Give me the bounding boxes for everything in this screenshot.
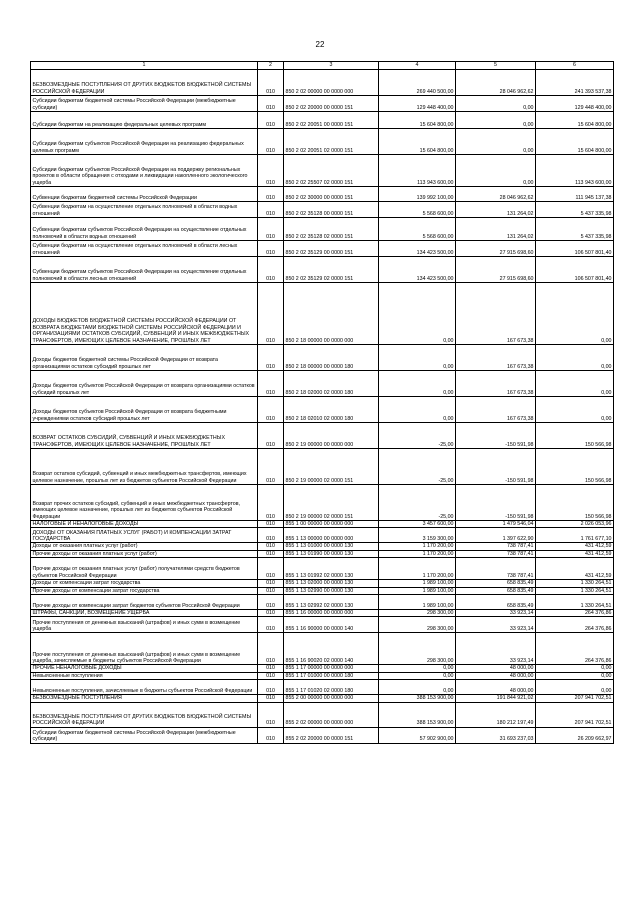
table-body [31, 70, 614, 744]
row-name: Доходы бюджетов бюджетной системы Российской Федерации от возврата организациями остатков субсидий прошлых лет [31, 345, 258, 371]
row-code: 010 [258, 187, 284, 202]
row-code: 010 [258, 485, 284, 521]
row-code: 010 [258, 96, 284, 112]
row-plan-amount: 15 604 800,00 [379, 112, 456, 129]
row-executed-amount: 0,00 [456, 155, 536, 187]
row-name: Доходы бюджетов субъектов Российской Федерации от возврата бюджетными учреждениями остатков субсидий прошлых лет [31, 397, 258, 423]
table-row [31, 257, 614, 283]
row-remaining-amount: 1 330 264,51 [536, 580, 614, 587]
row-plan-amount: 0,00 [379, 345, 456, 371]
row-code: 010 [258, 633, 284, 665]
row-code: 010 [258, 155, 284, 187]
row-name: Доходы от компенсации затрат государства [31, 580, 258, 587]
table-row [31, 587, 614, 594]
row-name: Возврат прочих остатков субсидий, субвенций и иных межбюджетных трансфертов, имеющих целевое назначение, прошлых лет из бюджетов субъектов Российской Федерации [31, 485, 258, 521]
row-remaining-amount: 264 376,86 [536, 617, 614, 633]
row-kbk: 855 1 13 01000 00 0000 130 [284, 543, 379, 550]
row-kbk: 850 2 02 00000 00 0000 000 [284, 70, 379, 96]
row-executed-amount: -150 591,98 [456, 485, 536, 521]
row-name: Доходы бюджетов субъектов Российской Федерации от возврата организациями остатков субсидий прошлых лет [31, 371, 258, 397]
row-remaining-amount: 264 376,86 [536, 610, 614, 617]
row-kbk: 855 1 16 90000 00 0000 140 [284, 617, 379, 633]
row-code: 010 [258, 345, 284, 371]
row-code: 010 [258, 283, 284, 345]
row-name: БЕЗВОЗМЕЗДНЫЕ ПОСТУПЛЕНИЯ ОТ ДРУГИХ БЮДЖЕТОВ БЮДЖЕТНОЙ СИСТЕМЫ РОССИЙСКОЙ ФЕДЕРАЦИИ [31, 70, 258, 96]
row-executed-amount: 33 923,14 [456, 617, 536, 633]
row-plan-amount: 113 943 600,00 [379, 155, 456, 187]
row-executed-amount: 33 923,14 [456, 633, 536, 665]
row-plan-amount: 134 423 500,00 [379, 257, 456, 283]
row-kbk: 855 1 13 02990 00 0000 130 [284, 587, 379, 594]
row-executed-amount: 738 787,41 [456, 543, 536, 550]
row-executed-amount: 48 000,00 [456, 672, 536, 679]
row-kbk: 855 1 16 00000 00 0000 000 [284, 610, 379, 617]
row-name: Субсидии бюджетам субъектов Российской Федерации на поддержку региональных проектов в области обращения с отходами и ликвидации накопленного экологического ущерба [31, 155, 258, 187]
row-executed-amount: 191 844 921,02 [456, 695, 536, 702]
row-kbk: 850 2 02 35129 00 0000 151 [284, 241, 379, 257]
column-header: 1 [31, 62, 258, 70]
row-plan-amount: 5 568 600,00 [379, 202, 456, 218]
table-row [31, 112, 614, 129]
row-executed-amount: 658 835,49 [456, 580, 536, 587]
row-code: 010 [258, 610, 284, 617]
row-code: 010 [258, 595, 284, 610]
row-executed-amount: 131 264,02 [456, 218, 536, 241]
row-remaining-amount: 106 507 801,40 [536, 257, 614, 283]
row-executed-amount: 27 915 698,60 [456, 241, 536, 257]
row-kbk: 855 1 13 01992 02 0000 130 [284, 558, 379, 580]
row-code: 010 [258, 695, 284, 702]
table-row [31, 96, 614, 112]
table-row [31, 202, 614, 218]
row-remaining-amount: 264 376,86 [536, 633, 614, 665]
row-plan-amount: 129 448 400,00 [379, 96, 456, 112]
row-remaining-amount: 0,00 [536, 672, 614, 679]
row-kbk: 855 1 16 90020 02 0000 140 [284, 633, 379, 665]
row-remaining-amount: 0,00 [536, 345, 614, 371]
row-code: 010 [258, 543, 284, 550]
row-remaining-amount: 1 330 264,51 [536, 595, 614, 610]
row-code: 010 [258, 371, 284, 397]
row-code: 010 [258, 70, 284, 96]
row-name: Возврат остатков субсидий, субвенций и иных межбюджетных трансфертов, имеющих целевое назначение, прошлых лет из бюджетов субъектов Российской Федерации [31, 449, 258, 485]
row-kbk: 850 2 18 00000 00 0000 000 [284, 283, 379, 345]
row-remaining-amount: 5 437 335,98 [536, 218, 614, 241]
row-kbk: 855 1 13 01990 00 0000 130 [284, 550, 379, 557]
row-executed-amount: 658 835,49 [456, 595, 536, 610]
row-executed-amount: 131 264,02 [456, 202, 536, 218]
row-name: Субсидии бюджетам субъектов Российской Федерации на реализацию федеральных целевых программ [31, 129, 258, 155]
table-row [31, 129, 614, 155]
row-kbk: 850 2 02 35128 02 0000 151 [284, 218, 379, 241]
row-remaining-amount: 15 604 800,00 [536, 129, 614, 155]
row-plan-amount: 139 992 100,00 [379, 187, 456, 202]
row-name: Невыясненные поступления, зачисляемые в бюджеты субъектов Российской Федерации [31, 680, 258, 695]
table-row [31, 283, 614, 345]
row-executed-amount: 1 397 622,90 [456, 528, 536, 543]
row-code: 010 [258, 257, 284, 283]
row-code: 010 [258, 558, 284, 580]
row-name: Субвенции бюджетам на осуществление отдельных полномочий в области водных отношений [31, 202, 258, 218]
row-code: 010 [258, 241, 284, 257]
table-row [31, 617, 614, 633]
row-name: Прочие поступления от денежных взысканий (штрафов) и иных сумм в возмещение ущерба [31, 617, 258, 633]
row-remaining-amount: 241 393 537,38 [536, 70, 614, 96]
row-kbk: 850 2 02 35129 02 0000 151 [284, 257, 379, 283]
row-executed-amount: 167 673,38 [456, 397, 536, 423]
row-remaining-amount: 129 448 400,00 [536, 96, 614, 112]
row-executed-amount: 738 787,41 [456, 550, 536, 557]
row-plan-amount: 0,00 [379, 672, 456, 679]
row-remaining-amount: 150 566,98 [536, 485, 614, 521]
row-name: Прочие доходы от оказания платных услуг (работ) [31, 550, 258, 557]
row-remaining-amount: 1 330 264,51 [536, 587, 614, 594]
row-kbk: 850 2 02 25507 02 0000 151 [284, 155, 379, 187]
row-kbk: 850 2 02 20051 00 0000 151 [284, 112, 379, 129]
row-kbk: 855 1 00 00000 00 0000 000 [284, 521, 379, 528]
row-remaining-amount: 5 437 335,98 [536, 202, 614, 218]
row-plan-amount: 1 989 100,00 [379, 580, 456, 587]
row-plan-amount: 3 457 600,00 [379, 521, 456, 528]
row-name: Субсидии бюджетам на реализацию федеральных целевых программ [31, 112, 258, 129]
row-remaining-amount: 113 943 600,00 [536, 155, 614, 187]
row-name: Субвенции бюджетам бюджетной системы Российской Федерации [31, 187, 258, 202]
table-header-row [31, 62, 614, 70]
row-plan-amount: 3 159 300,00 [379, 528, 456, 543]
row-kbk: 855 2 02 00000 00 0000 000 [284, 702, 379, 727]
row-remaining-amount: 0,00 [536, 665, 614, 672]
row-remaining-amount: 0,00 [536, 680, 614, 695]
row-kbk: 850 2 02 20051 02 0000 151 [284, 129, 379, 155]
table-row [31, 543, 614, 550]
row-executed-amount: 180 212 197,49 [456, 702, 536, 727]
row-executed-amount: -150 591,98 [456, 449, 536, 485]
table-row [31, 665, 614, 672]
row-name: Прочие доходы от компенсации затрат бюджетов субъектов Российской Федерации [31, 595, 258, 610]
row-plan-amount: 1 989 100,00 [379, 595, 456, 610]
table-row [31, 371, 614, 397]
row-executed-amount: 31 693 237,03 [456, 727, 536, 743]
row-name: ШТРАФЫ, САНКЦИИ, ВОЗМЕЩЕНИЕ УЩЕРБА [31, 610, 258, 617]
row-remaining-amount: 431 412,59 [536, 558, 614, 580]
row-remaining-amount: 0,00 [536, 283, 614, 345]
row-name: Субвенции бюджетам на осуществление отдельных полномочий в области лесных отношений [31, 241, 258, 257]
row-plan-amount: -25,00 [379, 449, 456, 485]
row-code: 010 [258, 112, 284, 129]
row-code: 010 [258, 727, 284, 743]
row-plan-amount: -25,00 [379, 485, 456, 521]
row-plan-amount: 388 153 900,00 [379, 695, 456, 702]
row-name: БЕЗВОЗМЕЗДНЫЕ ПОСТУПЛЕНИЯ [31, 695, 258, 702]
row-kbk: 850 2 18 00000 00 0000 180 [284, 345, 379, 371]
row-executed-amount: 167 673,38 [456, 371, 536, 397]
row-code: 010 [258, 528, 284, 543]
row-code: 010 [258, 129, 284, 155]
row-code: 010 [258, 665, 284, 672]
row-remaining-amount: 15 604 800,00 [536, 112, 614, 129]
table-row [31, 680, 614, 695]
column-header: 6 [536, 62, 614, 70]
row-plan-amount: 1 989 100,00 [379, 587, 456, 594]
budget-table [30, 61, 614, 744]
table-row [31, 187, 614, 202]
row-remaining-amount: 26 209 662,97 [536, 727, 614, 743]
row-remaining-amount: 431 412,59 [536, 543, 614, 550]
row-executed-amount: -150 591,98 [456, 423, 536, 449]
row-code: 010 [258, 449, 284, 485]
table-row [31, 528, 614, 543]
row-executed-amount: 48 000,00 [456, 665, 536, 672]
row-kbk: 850 2 19 00000 00 0000 000 [284, 423, 379, 449]
row-code: 010 [258, 672, 284, 679]
table-row [31, 345, 614, 371]
row-name: БЕЗВОЗМЕЗДНЫЕ ПОСТУПЛЕНИЯ ОТ ДРУГИХ БЮДЖЕТОВ БЮДЖЕТНОЙ СИСТЕМЫ РОССИЙСКОЙ ФЕДЕРАЦИИ [31, 702, 258, 727]
row-remaining-amount: 0,00 [536, 397, 614, 423]
page-number: 22 [315, 40, 325, 49]
row-plan-amount: 1 170 200,00 [379, 543, 456, 550]
row-kbk: 855 1 17 00000 00 0000 000 [284, 665, 379, 672]
row-remaining-amount: 150 566,98 [536, 449, 614, 485]
row-executed-amount: 167 673,38 [456, 283, 536, 345]
row-executed-amount: 658 835,49 [456, 587, 536, 594]
row-executed-amount: 27 915 698,60 [456, 257, 536, 283]
table-row [31, 218, 614, 241]
row-kbk: 850 2 02 20000 00 0000 151 [284, 96, 379, 112]
row-name: Субвенции бюджетам субъектов Российской Федерации на осуществление отдельных полномочий в области лесных отношений [31, 257, 258, 283]
row-plan-amount: 1 170 200,00 [379, 550, 456, 557]
row-kbk: 855 1 13 02000 00 0000 130 [284, 580, 379, 587]
row-plan-amount: 298 300,00 [379, 610, 456, 617]
row-plan-amount: 269 440 500,00 [379, 70, 456, 96]
row-plan-amount: 5 568 600,00 [379, 218, 456, 241]
row-kbk: 850 2 02 35128 00 0000 151 [284, 202, 379, 218]
row-name: ДОХОДЫ БЮДЖЕТОВ БЮДЖЕТНОЙ СИСТЕМЫ РОССИЙСКОЙ ФЕДЕРАЦИИ ОТ ВОЗВРАТА БЮДЖЕТАМИ БЮДЖЕТНОЙ СИСТЕМЫ РОССИЙСКОЙ ФЕДЕРАЦИИ И ОРГАНИЗАЦИЯМИ ОСТАТКОВ СУБСИДИЙ, СУБВЕНЦИЙ И ИНЫХ МЕЖБЮДЖЕТНЫХ ТРАНСФЕРТОВ, ИМЕЮЩИХ ЦЕЛЕВОЕ НАЗНАЧЕНИЕ, ПРОШЛЫХ ЛЕТ [31, 283, 258, 345]
column-header: 5 [456, 62, 536, 70]
row-plan-amount: 134 423 500,00 [379, 241, 456, 257]
row-kbk: 855 1 17 01020 02 0000 180 [284, 680, 379, 695]
table-row [31, 727, 614, 743]
row-name: Субвенции бюджетам субъектов Российской Федерации на осуществление отдельных полномочий в области водных отношений [31, 218, 258, 241]
table-row [31, 695, 614, 702]
row-executed-amount: 33 923,14 [456, 610, 536, 617]
table-row [31, 580, 614, 587]
row-executed-amount: 0,00 [456, 112, 536, 129]
row-kbk: 855 2 02 20000 00 0000 151 [284, 727, 379, 743]
table-row [31, 155, 614, 187]
row-code: 010 [258, 397, 284, 423]
row-kbk: 850 2 02 30000 00 0000 151 [284, 187, 379, 202]
column-header: 4 [379, 62, 456, 70]
row-executed-amount: 1 479 546,04 [456, 521, 536, 528]
row-executed-amount: 0,00 [456, 129, 536, 155]
row-plan-amount: 388 153 900,00 [379, 702, 456, 727]
row-plan-amount: 15 604 800,00 [379, 129, 456, 155]
row-plan-amount: 0,00 [379, 371, 456, 397]
row-plan-amount: 298 300,00 [379, 633, 456, 665]
row-code: 010 [258, 680, 284, 695]
table-row [31, 397, 614, 423]
row-kbk: 850 2 19 00000 02 0000 151 [284, 485, 379, 521]
row-remaining-amount: 207 941 702,51 [536, 695, 614, 702]
row-plan-amount: 0,00 [379, 680, 456, 695]
row-code: 010 [258, 702, 284, 727]
row-code: 010 [258, 521, 284, 528]
row-plan-amount: 298 300,00 [379, 617, 456, 633]
row-code: 010 [258, 218, 284, 241]
row-name: Невыясненные поступления [31, 672, 258, 679]
table-row [31, 423, 614, 449]
row-name: ВОЗВРАТ ОСТАТКОВ СУБСИДИЙ, СУБВЕНЦИЙ И ИНЫХ МЕЖБЮДЖЕТНЫХ ТРАНСФЕРТОВ, ИМЕЮЩИХ ЦЕЛЕВОЕ НАЗНАЧЕНИЕ, ПРОШЛЫХ ЛЕТ [31, 423, 258, 449]
row-code: 010 [258, 617, 284, 633]
row-code: 010 [258, 587, 284, 594]
row-plan-amount: 0,00 [379, 283, 456, 345]
row-executed-amount: 738 787,41 [456, 558, 536, 580]
row-executed-amount: 28 046 962,62 [456, 70, 536, 96]
row-executed-amount: 0,00 [456, 96, 536, 112]
row-plan-amount: 1 170 200,00 [379, 558, 456, 580]
table-row [31, 550, 614, 557]
table-row [31, 521, 614, 528]
row-remaining-amount: 2 026 053,96 [536, 521, 614, 528]
row-plan-amount: 57 902 900,00 [379, 727, 456, 743]
row-remaining-amount: 207 941 702,51 [536, 702, 614, 727]
row-name: ДОХОДЫ ОТ ОКАЗАНИЯ ПЛАТНЫХ УСЛУГ (РАБОТ) И КОМПЕНСАЦИИ ЗАТРАТ ГОСУДАРСТВА [31, 528, 258, 543]
row-remaining-amount: 106 507 801,40 [536, 241, 614, 257]
row-name: НАЛОГОВЫЕ И НЕНАЛОГОВЫЕ ДОХОДЫ [31, 521, 258, 528]
row-code: 010 [258, 550, 284, 557]
row-code: 010 [258, 423, 284, 449]
row-code: 010 [258, 580, 284, 587]
table-row [31, 449, 614, 485]
row-name: Доходы от оказания платных услуг (работ) [31, 543, 258, 550]
row-name: Прочие доходы от оказания платных услуг (работ) получателями средств бюджетов субъектов Российской Федерации [31, 558, 258, 580]
table-row [31, 595, 614, 610]
table-row [31, 558, 614, 580]
table-row [31, 672, 614, 679]
row-name: Прочие поступления от денежных взысканий (штрафов) и иных сумм в возмещение ущерба, зачисляемые в бюджеты субъектов Российской Федерации [31, 633, 258, 665]
row-name: Субсидии бюджетам бюджетной системы Российской Федерации (межбюджетные субсидии) [31, 96, 258, 112]
row-name: Субсидии бюджетам бюджетной системы Российской Федерации (межбюджетные субсидии) [31, 727, 258, 743]
row-kbk: 855 1 17 01000 00 0000 180 [284, 672, 379, 679]
table-row [31, 702, 614, 727]
row-kbk: 850 2 19 00000 02 0000 151 [284, 449, 379, 485]
table-row [31, 70, 614, 96]
row-executed-amount: 48 000,00 [456, 680, 536, 695]
row-executed-amount: 167 673,38 [456, 345, 536, 371]
row-remaining-amount: 1 761 677,10 [536, 528, 614, 543]
row-remaining-amount: 150 566,98 [536, 423, 614, 449]
row-plan-amount: 0,00 [379, 397, 456, 423]
row-remaining-amount: 431 412,59 [536, 550, 614, 557]
row-plan-amount: 0,00 [379, 665, 456, 672]
table-row [31, 241, 614, 257]
table-row [31, 485, 614, 521]
row-kbk: 855 1 13 02992 02 0000 130 [284, 595, 379, 610]
column-header: 2 [258, 62, 284, 70]
row-remaining-amount: 111 945 137,38 [536, 187, 614, 202]
table-row [31, 610, 614, 617]
row-kbk: 850 2 18 02000 02 0000 180 [284, 371, 379, 397]
row-kbk: 850 2 18 02010 02 0000 180 [284, 397, 379, 423]
row-name: Прочие доходы от компенсации затрат государства [31, 587, 258, 594]
row-kbk: 855 1 13 00000 00 0000 000 [284, 528, 379, 543]
row-name: ПРОЧИЕ НЕНАЛОГОВЫЕ ДОХОДЫ [31, 665, 258, 672]
row-executed-amount: 28 046 962,62 [456, 187, 536, 202]
row-remaining-amount: 0,00 [536, 371, 614, 397]
row-plan-amount: -25,00 [379, 423, 456, 449]
row-kbk: 855 2 00 00000 00 0000 000 [284, 695, 379, 702]
row-code: 010 [258, 202, 284, 218]
column-header: 3 [284, 62, 379, 70]
table-row [31, 633, 614, 665]
